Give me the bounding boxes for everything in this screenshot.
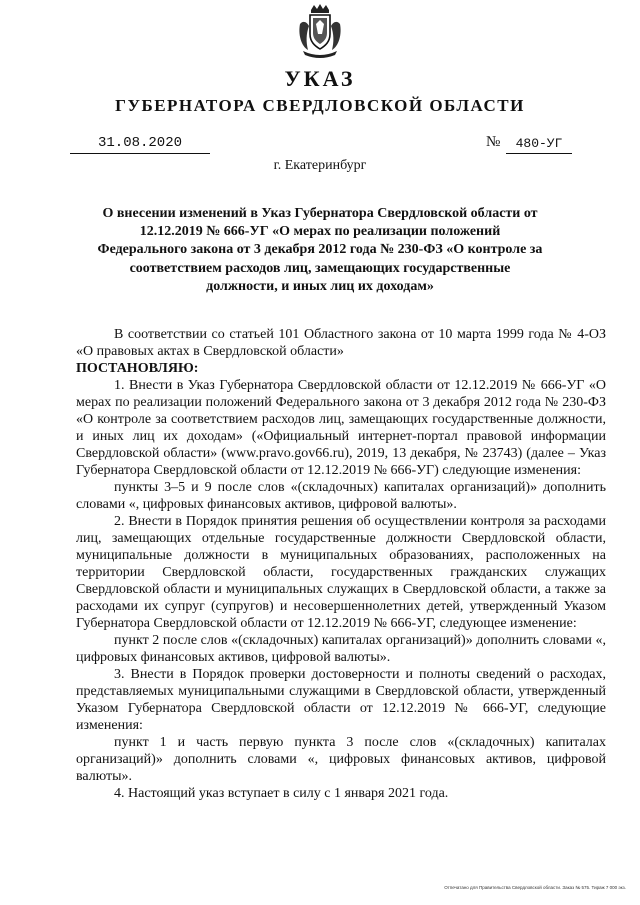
print-note: Отпечатано для Правительства Свердловской области. Заказ № 575. Тираж 7 000 экз. xyxy=(444,885,626,890)
number-underline xyxy=(506,153,572,154)
clause-2: 2. Внести в Порядок принятия решения об осуществлении контроля за расходами лиц, замещающих отдельные государственные должности Свердловской области, муниципальные должности в муниципальных образованиях, расположенных на территории Свердловской области, государственных гражданских служащих Свердловской области и муниципальных служащих в Свердловской области, а также за расходами их супруг (супругов) и несовершеннолетних детей, утвержденный Указом Губернатора Свердловской области от 12.12.2019 № 666-УГ, следующее изменение: xyxy=(76,514,606,631)
clause-3: 3. Внести в Порядок проверки достоверности и полноты сведений о расходах, представляемых муниципальными служащими в Свердловской области, утвержденный Указом Губернатора Свердловской области от 12.12.2019 № 666-УГ, следующие изменения: xyxy=(76,667,606,733)
issuing-authority: ГУБЕРНАТОРА СВЕРДЛОВСКОЙ ОБЛАСТИ xyxy=(115,96,525,115)
preamble-paragraph: В соответствии со статьей 101 Областного закона от 10 марта 1999 года № 4-ОЗ «О правовых актах в Свердловской области» xyxy=(76,327,606,359)
clause-1-amendment: пункты 3–5 и 9 после слов «(складочных) капиталах организаций)» дополнить словами «, цифровых финансовых активов, цифровой валюты». xyxy=(76,480,606,512)
coat-of-arms-icon xyxy=(297,4,343,60)
number-sign: № xyxy=(486,134,501,150)
document-title: О внесении изменений в Указ Губернатора Свердловской области от 12.12.2019 № 666-УГ «О мерах по реализации положений Федерального закона от 3 декабря 2012 года № 230-ФЗ «О контроле за соответствием расходов лиц, замещающих государственные должности, и иных лиц их доходам» xyxy=(97,206,543,294)
date-underline xyxy=(70,153,210,154)
document-type: УКАЗ xyxy=(284,66,356,91)
document-number: 480-УГ xyxy=(515,136,563,151)
document-date: 31.08.2020 xyxy=(97,135,182,151)
decree-heading: ПОСТАНОВЛЯЮ: xyxy=(76,361,199,376)
clause-1: 1. Внести в Указ Губернатора Свердловской области от 12.12.2019 № 666-УГ «О мерах по реализации положений Федерального закона от 3 декабря 2012 года № 230-ФЗ «О контроле за соответствием расходов лиц, замещающих государственные должности, и иных лиц их доходам» («Официальный интернет-портал правовой информации Свердловской области» (www.pravo.gov66.ru), 2019, 13 декабря, № 23743) (далее – Указ Губернатора Свердловской области от 12.12.2019 № 666-УГ) следующие изменения: xyxy=(76,378,606,478)
document-body xyxy=(76,326,606,802)
city-name: г. Екатеринбург xyxy=(273,158,367,173)
clause-3-amendment: пункт 1 и часть первую пункта 3 после слов «(складочных) капиталах организаций)» дополнить словами «, цифровых финансовых активов, цифровой валюты». xyxy=(76,735,606,784)
clause-4: 4. Настоящий указ вступает в силу с 1 января 2021 года. xyxy=(114,786,449,801)
clause-2-amendment: пункт 2 после слов «(складочных) капиталах организаций)» дополнить словами «, цифровых финансовых активов, цифровой валюты». xyxy=(76,633,606,665)
